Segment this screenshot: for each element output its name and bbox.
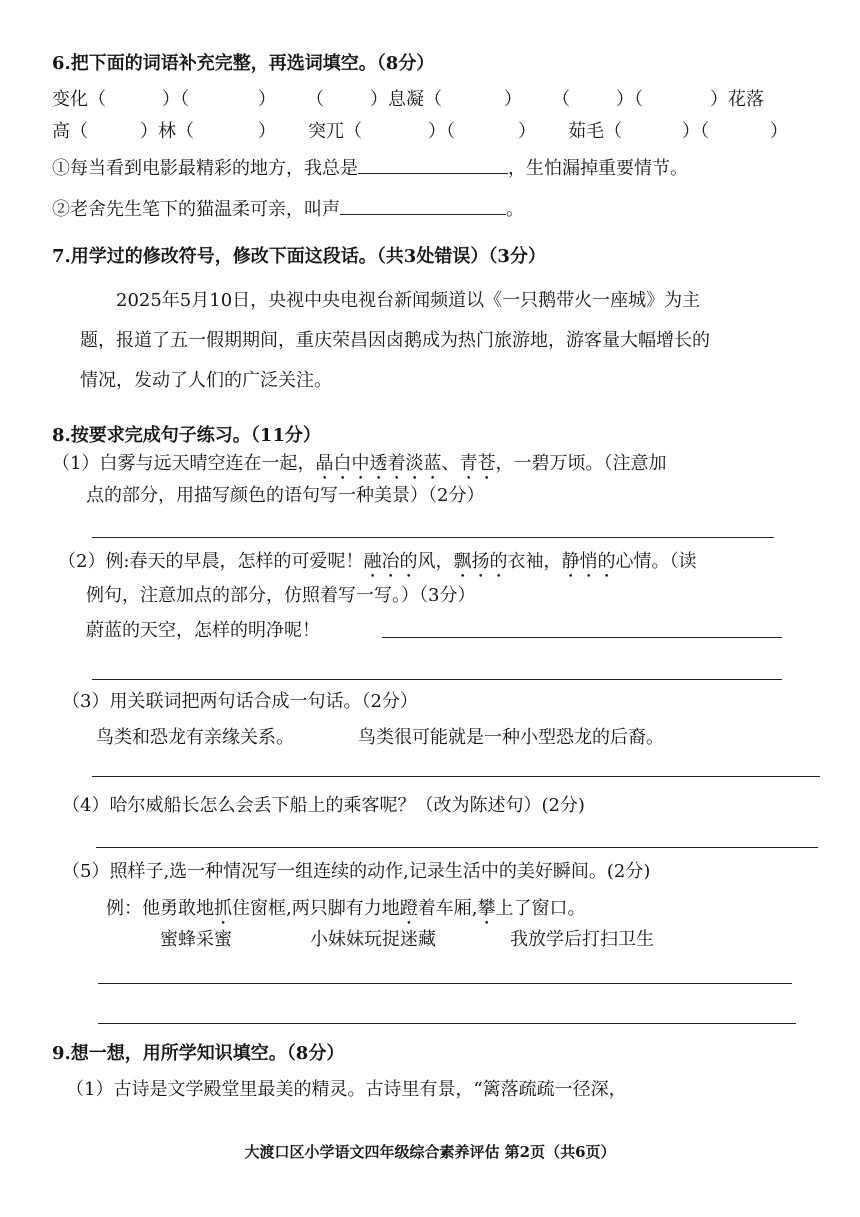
q8-part2-line-2: 例句，注意加点的部分，仿照着写一写。）（3分） — [86, 585, 476, 606]
q8-part2-line-1 — [58, 550, 697, 582]
q6-row1-cell: （ — [306, 89, 324, 110]
q6-row1-cell: ）（ — [616, 89, 643, 110]
q8-part2-line-3: 蔚蓝的天空，怎样的明净呢！ — [86, 620, 320, 641]
q8-p2-text: 衣袖， — [507, 551, 562, 572]
q8-part3-line-1: （3）用关联词把两句话合成一句话。（2分） — [62, 691, 418, 712]
q6-row2-cell: ） — [518, 121, 536, 142]
q6-row2-cell: ）林（ — [140, 121, 194, 142]
q8-part5-answer-line-2[interactable] — [98, 1023, 796, 1024]
q7-paragraph-line-2: 题，报道了五一假期期间，重庆荣昌因卤鹅成为热门旅游地，游客量大幅增长的 — [80, 330, 710, 351]
q6-row1-cell: ）花落 — [710, 89, 764, 110]
q7-title: 7.用学过的修改符号，修改下面这段话。（共3处错误）（3分） — [52, 246, 546, 267]
q8-p1-text: （1）白雾与远天晴空连在一起， — [52, 453, 316, 474]
q8-part3-answer-line[interactable] — [92, 776, 820, 777]
q8-part1-line-1 — [52, 452, 666, 484]
q8-p5-dotted-verb: 攀 — [477, 898, 496, 919]
q6-s2-pre: ②老舍先生笔下的猫温柔可亲，叫声 — [52, 199, 340, 220]
q8-title: 8.按要求完成句子练习。（11分） — [52, 425, 321, 446]
q6-s1-pre: ①每当看到电影最精彩的地方，我总是 — [52, 158, 358, 179]
q8-p2-dotted-word: 静悄的 — [561, 551, 616, 572]
q8-part5-line-1: （5）照样子,选一种情况写一组连续的动作,记录生活中的美好瞬间。(2分) — [62, 861, 651, 882]
q8-part4-line-1: （4）哈尔威船长怎么会丢下船上的乘客呢？（改为陈述句）(2分) — [62, 795, 585, 816]
q8-p2-dotted-word: 融冶的 — [363, 551, 418, 572]
q8-part5-answer-line-1[interactable] — [98, 983, 792, 984]
q8-part2-answer-line-2[interactable] — [92, 679, 782, 680]
q6-row2-cell: ）（ — [682, 121, 709, 142]
q6-row1-cell: 变化（ — [52, 89, 106, 110]
q8-part3-sentence-a: 鸟类和恐龙有亲缘关系。 — [96, 727, 294, 748]
q8-p5-dotted-verb: 蹬 — [399, 898, 418, 919]
q6-row2-cell: 高（ — [52, 121, 88, 142]
q6-row1-cell: ） — [504, 89, 522, 110]
q8-p5-text: 例：他勇敢地 — [106, 898, 214, 919]
q8-part5-example — [106, 897, 585, 929]
q6-s2-answer-blank[interactable] — [340, 196, 506, 215]
q6-row2-cell: ） — [258, 121, 276, 142]
q8-p2-text: 风， — [417, 551, 454, 572]
q6-row1-cell: ） — [258, 89, 276, 110]
q7-paragraph-line-1: 2025年5月10日，央视中央电视台新闻频道以《一只鹅带火一座城》为主 — [116, 290, 701, 311]
q6-row2-cell: ）（ — [428, 121, 455, 142]
q6-sentence-2 — [52, 196, 524, 222]
q8-part4-answer-line[interactable] — [96, 847, 818, 848]
q9-part1-line-1: （1）古诗是文学殿堂里最美的精灵。古诗里有景，“篱落疏疏一径深， — [66, 1079, 627, 1100]
q8-part3-sentence-b: 鸟类很可能就是一种小型恐龙的后裔。 — [358, 727, 664, 748]
q8-part2-answer-line-1[interactable] — [382, 637, 782, 638]
q6-row1-cell: （ — [552, 89, 570, 110]
q6-s1-answer-blank[interactable] — [358, 155, 508, 174]
q8-part5-option: 小妹妹玩捉迷藏 — [310, 929, 436, 950]
q8-p5-text: 住窗框,两只脚有力地 — [232, 898, 400, 919]
q9-title: 9.想一想，用所学知识填空。（8分） — [52, 1043, 345, 1064]
q8-p1-text: ，一碧万顷。（注意加 — [495, 453, 667, 474]
q6-row2-cell: ） — [770, 121, 788, 142]
q6-title: 6.把下面的词语补充完整，再选词填空。（8分） — [52, 53, 435, 74]
q8-part5-option: 蜜蜂采蜜 — [160, 929, 232, 950]
q6-row2-cell: 突兀（ — [308, 121, 362, 142]
q6-row1-cell: ）（ — [162, 89, 189, 110]
q8-p5-text: 着车厢, — [417, 898, 478, 919]
q8-p2-dotted-word: 飘扬的 — [453, 551, 508, 572]
q8-p1-dotted-phrase: 晶白中透着淡蓝、青苍 — [315, 453, 496, 474]
q6-s2-post: 。 — [506, 199, 524, 220]
page-footer: 大渡口区小学语文四年级综合素养评估 第2页（共6页） — [244, 1143, 616, 1161]
q8-part1-line-2: 点的部分，用描写颜色的语句写一种美景）（2分） — [86, 485, 485, 506]
q8-p5-text: 上了窗口。 — [495, 898, 586, 919]
q7-paragraph-line-3: 情况，发动了人们的广泛关注。 — [80, 370, 332, 391]
q8-part5-option: 我放学后打扫卫生 — [510, 929, 654, 950]
q6-sentence-1 — [52, 155, 688, 181]
q6-row2-cell: 茹毛（ — [568, 121, 622, 142]
q6-row1-cell: ）息凝（ — [370, 89, 442, 110]
q8-p2-text: （2）例:春天的早晨，怎样的可爱呢！ — [58, 551, 364, 572]
q8-p5-dotted-verb: 抓 — [214, 898, 232, 919]
q8-part1-answer-line[interactable] — [92, 537, 774, 538]
q8-p2-text: 心情。（读 — [615, 551, 697, 572]
q6-s1-post: ，生怕漏掉重要情节。 — [508, 158, 688, 179]
